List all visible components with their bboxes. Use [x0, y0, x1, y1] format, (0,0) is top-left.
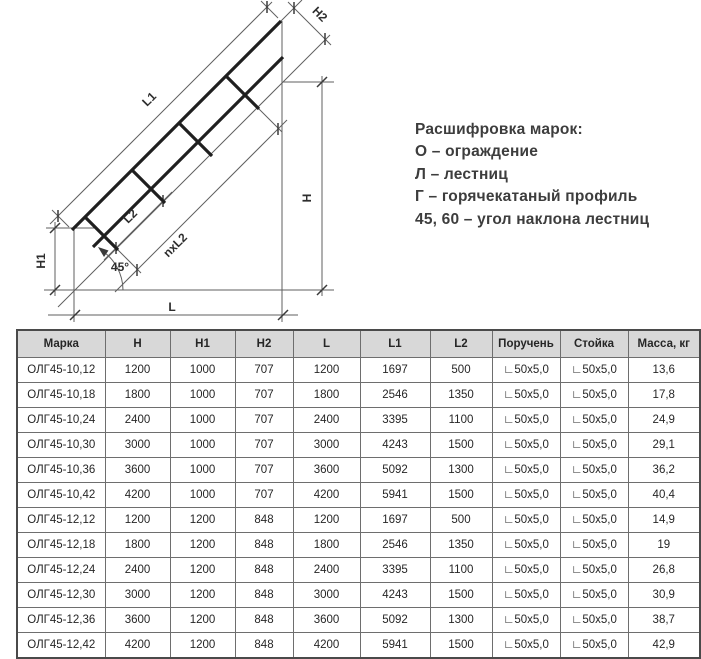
- value-cell: 30,9: [628, 583, 700, 608]
- column-header: Поручень: [492, 330, 560, 358]
- marks-legend: [415, 119, 649, 231]
- value-cell: 1500: [430, 633, 492, 659]
- table-row: [17, 458, 700, 483]
- value-cell: 40,4: [628, 483, 700, 508]
- legend-items: [415, 141, 649, 231]
- mark-cell: ОЛГ45-12,42: [17, 633, 105, 659]
- technical-drawing: [0, 0, 390, 335]
- value-cell: 707: [235, 483, 293, 508]
- value-cell: ∟50x5,0: [560, 383, 628, 408]
- value-cell: 2546: [360, 533, 430, 558]
- value-cell: 1200: [170, 608, 235, 633]
- table-row: [17, 533, 700, 558]
- value-cell: ∟50x5,0: [492, 358, 560, 383]
- table-row: [17, 583, 700, 608]
- value-cell: ∟50x5,0: [560, 458, 628, 483]
- value-cell: ∟50x5,0: [560, 633, 628, 659]
- value-cell: 1200: [293, 358, 360, 383]
- table-row: [17, 383, 700, 408]
- l1-dimension-line: [50, 2, 272, 227]
- legend-title: Расшифровка марок:: [415, 121, 583, 138]
- legend-item: 45, 60 – угол наклона лестниц: [415, 210, 650, 228]
- mark-cell: ОЛГ45-12,12: [17, 508, 105, 533]
- value-cell: 1500: [430, 433, 492, 458]
- column-header: Марка: [17, 330, 105, 358]
- value-cell: 3395: [360, 408, 430, 433]
- value-cell: 2400: [293, 408, 360, 433]
- value-cell: 1100: [430, 558, 492, 583]
- value-cell: 3600: [105, 458, 170, 483]
- value-cell: 1000: [170, 458, 235, 483]
- dimension-ticks: [50, 1, 327, 320]
- mark-cell: ОЛГ45-12,36: [17, 608, 105, 633]
- value-cell: 500: [430, 358, 492, 383]
- value-cell: 1000: [170, 433, 235, 458]
- value-cell: 3600: [105, 608, 170, 633]
- value-cell: ∟50x5,0: [560, 483, 628, 508]
- value-cell: 848: [235, 558, 293, 583]
- value-cell: 1300: [430, 608, 492, 633]
- value-cell: 1200: [170, 533, 235, 558]
- value-cell: 1697: [360, 358, 430, 383]
- value-cell: ∟50x5,0: [560, 508, 628, 533]
- value-cell: ∟50x5,0: [560, 608, 628, 633]
- value-cell: 2400: [293, 558, 360, 583]
- legend-item: Л – лестниц: [415, 165, 508, 183]
- value-cell: 5092: [360, 608, 430, 633]
- value-cell: 1350: [430, 533, 492, 558]
- dim-label-l2: L2: [120, 206, 141, 227]
- value-cell: 5941: [360, 633, 430, 659]
- mark-cell: ОЛГ45-10,30: [17, 433, 105, 458]
- value-cell: 1350: [430, 383, 492, 408]
- value-cell: 3000: [293, 583, 360, 608]
- value-cell: 2400: [105, 558, 170, 583]
- value-cell: 1800: [105, 383, 170, 408]
- value-cell: 1000: [170, 358, 235, 383]
- value-cell: 36,2: [628, 458, 700, 483]
- value-cell: 4200: [105, 633, 170, 659]
- value-cell: 24,9: [628, 408, 700, 433]
- column-header: L1: [360, 330, 430, 358]
- railing: [72, 21, 283, 250]
- value-cell: 4243: [360, 433, 430, 458]
- value-cell: ∟50x5,0: [560, 533, 628, 558]
- value-cell: 3600: [293, 458, 360, 483]
- dim-label-l: L: [168, 300, 176, 314]
- value-cell: 3395: [360, 558, 430, 583]
- l1-extension-upper: [261, 1, 278, 18]
- value-cell: ∟50x5,0: [492, 583, 560, 608]
- mark-cell: ОЛГ45-10,36: [17, 458, 105, 483]
- value-cell: 5941: [360, 483, 430, 508]
- table-row: [17, 508, 700, 533]
- mark-cell: ОЛГ45-12,18: [17, 533, 105, 558]
- dim-label-h: H: [300, 193, 314, 203]
- railing-post: [226, 76, 259, 109]
- value-cell: 42,9: [628, 633, 700, 659]
- value-cell: ∟50x5,0: [492, 633, 560, 659]
- value-cell: 3000: [105, 583, 170, 608]
- value-cell: 17,8: [628, 383, 700, 408]
- spec-table: [16, 329, 701, 659]
- value-cell: 848: [235, 633, 293, 659]
- railing-post: [85, 217, 118, 250]
- legend-item: О – ограждение: [415, 143, 539, 161]
- value-cell: ∟50x5,0: [560, 358, 628, 383]
- value-cell: 13,6: [628, 358, 700, 383]
- value-cell: 2400: [105, 408, 170, 433]
- rail-top-extension: [281, 0, 302, 21]
- column-header: H1: [170, 330, 235, 358]
- table-row: [17, 558, 700, 583]
- value-cell: 3000: [105, 433, 170, 458]
- value-cell: 1200: [170, 633, 235, 659]
- dim-label-h1: H1: [34, 253, 48, 269]
- dim-label-h2: H2: [309, 3, 331, 25]
- value-cell: ∟50x5,0: [492, 433, 560, 458]
- value-cell: 1800: [293, 533, 360, 558]
- value-cell: 848: [235, 533, 293, 558]
- value-cell: 707: [235, 458, 293, 483]
- value-cell: ∟50x5,0: [560, 433, 628, 458]
- value-cell: ∟50x5,0: [492, 558, 560, 583]
- value-cell: 1200: [170, 558, 235, 583]
- value-cell: 4200: [105, 483, 170, 508]
- column-header: L: [293, 330, 360, 358]
- value-cell: 4243: [360, 583, 430, 608]
- column-header: Стойка: [560, 330, 628, 358]
- value-cell: ∟50x5,0: [560, 558, 628, 583]
- value-cell: ∟50x5,0: [492, 508, 560, 533]
- value-cell: 707: [235, 433, 293, 458]
- value-cell: 500: [430, 508, 492, 533]
- value-cell: ∟50x5,0: [492, 483, 560, 508]
- mark-cell: ОЛГ45-12,30: [17, 583, 105, 608]
- table-row: [17, 633, 700, 659]
- value-cell: ∟50x5,0: [492, 608, 560, 633]
- value-cell: ∟50x5,0: [492, 383, 560, 408]
- table-row: [17, 483, 700, 508]
- value-cell: 1000: [170, 383, 235, 408]
- value-cell: 1800: [293, 383, 360, 408]
- value-cell: 1200: [105, 508, 170, 533]
- value-cell: 1300: [430, 458, 492, 483]
- dimension-lines: [44, 0, 334, 322]
- handrail-line: [72, 21, 281, 230]
- value-cell: 4200: [293, 483, 360, 508]
- railing-post: [132, 170, 165, 203]
- value-cell: 1200: [293, 508, 360, 533]
- value-cell: 38,7: [628, 608, 700, 633]
- value-cell: 1697: [360, 508, 430, 533]
- mark-cell: ОЛГ45-10,12: [17, 358, 105, 383]
- value-cell: 1200: [170, 508, 235, 533]
- value-cell: ∟50x5,0: [492, 458, 560, 483]
- value-cell: ∟50x5,0: [492, 408, 560, 433]
- value-cell: 19: [628, 533, 700, 558]
- legend-item: Г – горячекатаный профиль: [415, 188, 638, 206]
- column-header: H2: [235, 330, 293, 358]
- table-row: [17, 358, 700, 383]
- mark-cell: ОЛГ45-10,24: [17, 408, 105, 433]
- value-cell: 848: [235, 608, 293, 633]
- incline-top-extension: [283, 35, 330, 82]
- mark-cell: ОЛГ45-10,42: [17, 483, 105, 508]
- value-cell: 14,9: [628, 508, 700, 533]
- value-cell: 1800: [105, 533, 170, 558]
- value-cell: 707: [235, 358, 293, 383]
- value-cell: 848: [235, 583, 293, 608]
- value-cell: ∟50x5,0: [492, 533, 560, 558]
- value-cell: 26,8: [628, 558, 700, 583]
- railing-post: [179, 123, 212, 156]
- value-cell: 1000: [170, 408, 235, 433]
- mark-cell: ОЛГ45-12,24: [17, 558, 105, 583]
- column-header: H: [105, 330, 170, 358]
- angle-arc-arrow: [98, 247, 109, 257]
- column-header: Масса, кг: [628, 330, 700, 358]
- value-cell: 707: [235, 383, 293, 408]
- table-row: [17, 408, 700, 433]
- value-cell: 5092: [360, 458, 430, 483]
- mark-cell: ОЛГ45-10,18: [17, 383, 105, 408]
- value-cell: 3600: [293, 608, 360, 633]
- incline-line: [58, 82, 283, 307]
- value-cell: ∟50x5,0: [560, 408, 628, 433]
- dim-label-l1: L1: [139, 89, 160, 110]
- value-cell: 1200: [170, 583, 235, 608]
- dim-label-angle: 45°: [110, 260, 130, 274]
- value-cell: 3000: [293, 433, 360, 458]
- value-cell: 29,1: [628, 433, 700, 458]
- value-cell: 707: [235, 408, 293, 433]
- value-cell: 1000: [170, 483, 235, 508]
- table-header-row: [17, 330, 700, 358]
- table-row: [17, 608, 700, 633]
- value-cell: ∟50x5,0: [560, 583, 628, 608]
- value-cell: 848: [235, 508, 293, 533]
- value-cell: 2546: [360, 383, 430, 408]
- column-header: L2: [430, 330, 492, 358]
- value-cell: 1100: [430, 408, 492, 433]
- value-cell: 4200: [293, 633, 360, 659]
- table-row: [17, 433, 700, 458]
- value-cell: 1500: [430, 583, 492, 608]
- dim-label-nxl2: nxL2: [160, 230, 191, 261]
- value-cell: 1200: [105, 358, 170, 383]
- value-cell: 1500: [430, 483, 492, 508]
